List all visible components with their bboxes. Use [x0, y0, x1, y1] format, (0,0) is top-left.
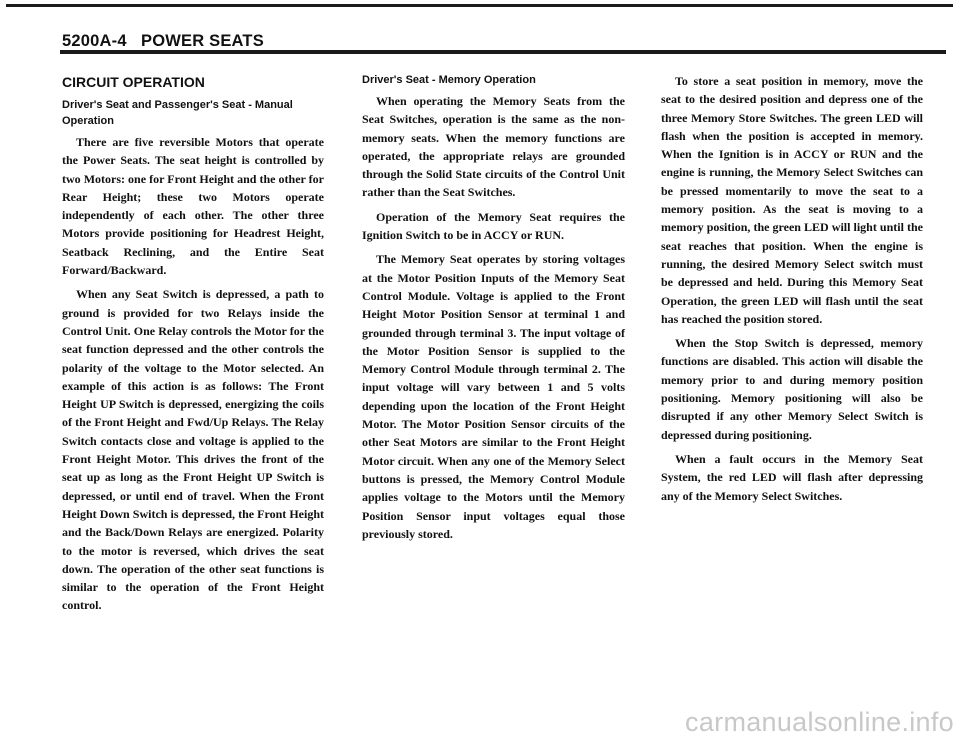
paragraph: The Memory Seat operates by storing voltages at the Motor Position Inputs of the Memory Seat Control Module. Voltage is applied to the Front Height Motor Position Sensor at terminal 1 and grounded through terminal 3. The input voltage of the Motor Position Sensor is supplied to the Memory Control Module through terminal 2. The input voltage will vary between 1 and 5 volts depending upon the location of the Front Height Motor. The Motor Position Sensor circuits of the other Seat Motors are similar to the Front Height Motor circuit. When any one of the Memory Select buttons is pressed, the Memory Control Module applies voltage to the Motors until the Memory Position Sensor input voltages equal those previously stored.: [362, 252, 625, 541]
paragraph: When operating the Memory Seats from the Seat Switches, operation is the same as the non-memory seats. When the memory functions are operated, the appropriate relays are grounded through the Solid State circuits of the Control Unit rather than the Seat Switches.: [362, 94, 625, 200]
column-1: [62, 72, 324, 621]
subheading-manual-operation: Driver's Seat and Passenger's Seat - Manual Operation: [62, 99, 293, 127]
page-title: POWER SEATS: [141, 32, 264, 50]
paragraph: When the Stop Switch is depressed, memory functions are disabled. This action will disable the memory prior to and during memory position positioning. Memory positioning will also be disrupted if any other Memory Select Switch is depressed during positioning.: [661, 336, 923, 442]
paragraph: Operation of the Memory Seat requires the Ignition Switch to be in ACCY or RUN.: [362, 209, 625, 243]
column-2: [362, 72, 625, 549]
paragraph: When a fault occurs in the Memory Seat System, the red LED will flash after depressing any of the Memory Select Switches.: [661, 451, 923, 503]
column-3: [661, 72, 923, 511]
paragraph: There are five reversible Motors that operate the Power Seats. The seat height is controlled by two Motors: one for Front Height and the other for Rear Height; these two Motors operate independently of each other. The other three Motors provide positioning for Headrest Height, Seatback Reclining, and the Entire Seat Forward/Backward.: [62, 135, 324, 278]
section-heading: CIRCUIT OPERATION: [62, 74, 205, 90]
page-code: 5200A-4: [62, 32, 127, 50]
header-rule: [60, 50, 946, 54]
top-rule: [6, 4, 953, 7]
paragraph: When any Seat Switch is depressed, a path to ground is provided for two Relays inside the Control Unit. One Relay controls the Motor for the seat function depressed and the other controls the polarity of the voltage to the Motor selected. An example of this action is as follows: The Front Height UP Switch is depressed, energizing the coils of the Front Height and Fwd/Up Relays. The Relay Switch contacts close and voltage is applied to the Front Height Motor. This drives the front of the seat up as long as the Front Height UP Switch is depressed, or until end of travel. When the Front Height Down Switch is depressed, the Front Height and the Back/Down Relays are energized. Polarity to the motor is reversed, which drives the seat down. The operation of the other seat functions is similar to the operation of the Front Height control.: [62, 287, 324, 613]
watermark-text: carmanualsonline.info: [685, 707, 954, 737]
subheading-memory-operation: Driver's Seat - Memory Operation: [362, 74, 536, 86]
paragraph: To store a seat position in memory, move the seat to the desired position and depress one of the three Memory Store Switches. The green LED will flash when the position is accepted in memory. When the Ignition is in ACCY or RUN and the engine is running, the Memory Select Switches can be pressed momentarily to move the seat to a memory position. As the seat is moving to a memory position, the green LED will light until the seat reaches that position. When the engine is running, the desired Memory Select switch must be depressed and held. During this Memory Seat Operation, the green LED will flash until the seat has reached the position stored.: [661, 74, 923, 326]
